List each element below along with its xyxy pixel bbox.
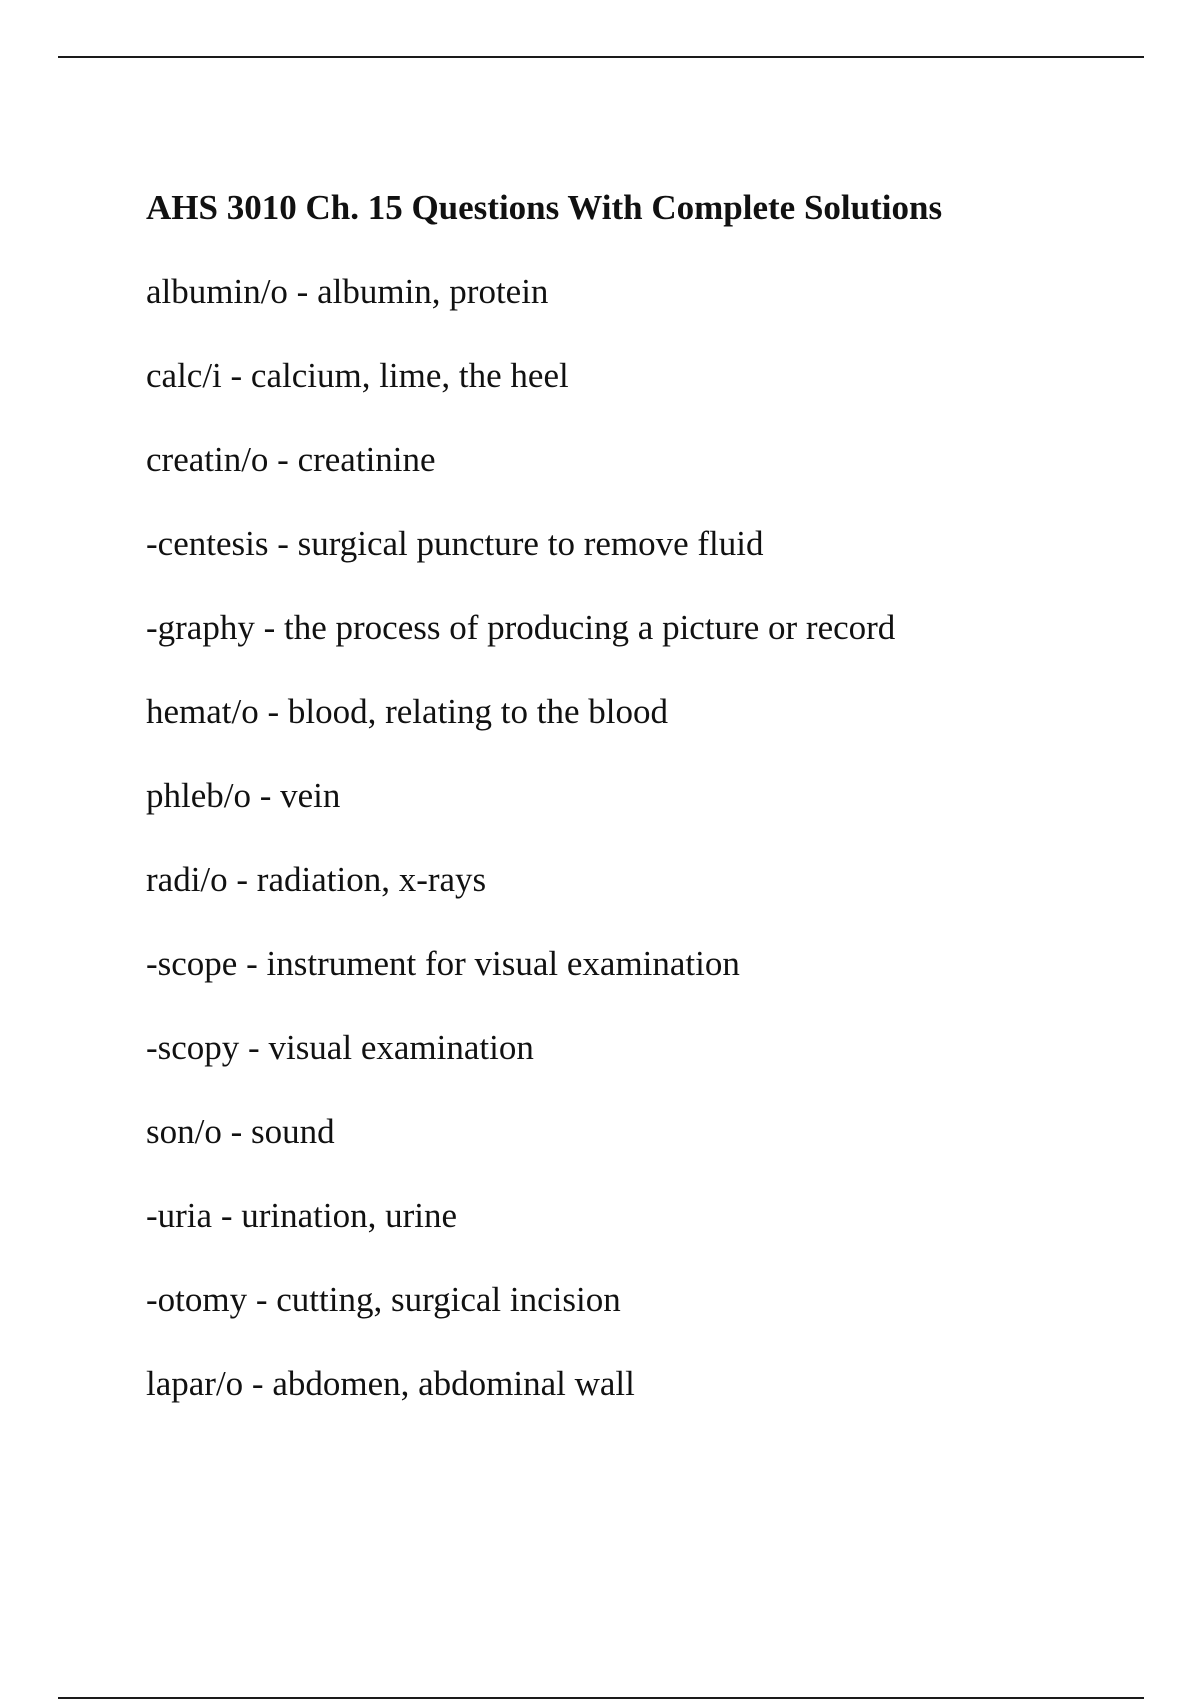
term-entry-albumin: albumin/o - albumin, protein	[146, 272, 549, 311]
term-entry-scopy: -scopy - visual examination	[146, 1028, 534, 1067]
top-rule	[58, 56, 1144, 58]
term-entry-radi: radi/o - radiation, x-rays	[146, 860, 487, 899]
term-entry-scope: -scope - instrument for visual examination	[146, 944, 740, 983]
bottom-rule	[58, 1697, 1144, 1699]
term-entry-hemat: hemat/o - blood, relating to the blood	[146, 692, 668, 731]
term-entry-graphy: -graphy - the process of producing a picture or record	[146, 608, 896, 647]
term-entry-lapar: lapar/o - abdomen, abdominal wall	[146, 1364, 635, 1403]
term-list	[146, 264, 1146, 1412]
document-body	[146, 180, 1146, 1440]
term-entry-son: son/o - sound	[146, 1112, 335, 1151]
document-title: AHS 3010 Ch. 15 Questions With Complete Solutions	[146, 188, 943, 227]
term-entry-uria: -uria - urination, urine	[146, 1196, 458, 1235]
term-entry-centesis: -centesis - surgical puncture to remove fluid	[146, 524, 764, 563]
term-entry-creatin: creatin/o - creatinine	[146, 440, 436, 479]
term-entry-calc: calc/i - calcium, lime, the heel	[146, 356, 569, 395]
term-entry-otomy: -otomy - cutting, surgical incision	[146, 1280, 621, 1319]
term-entry-phleb: phleb/o - vein	[146, 776, 341, 815]
